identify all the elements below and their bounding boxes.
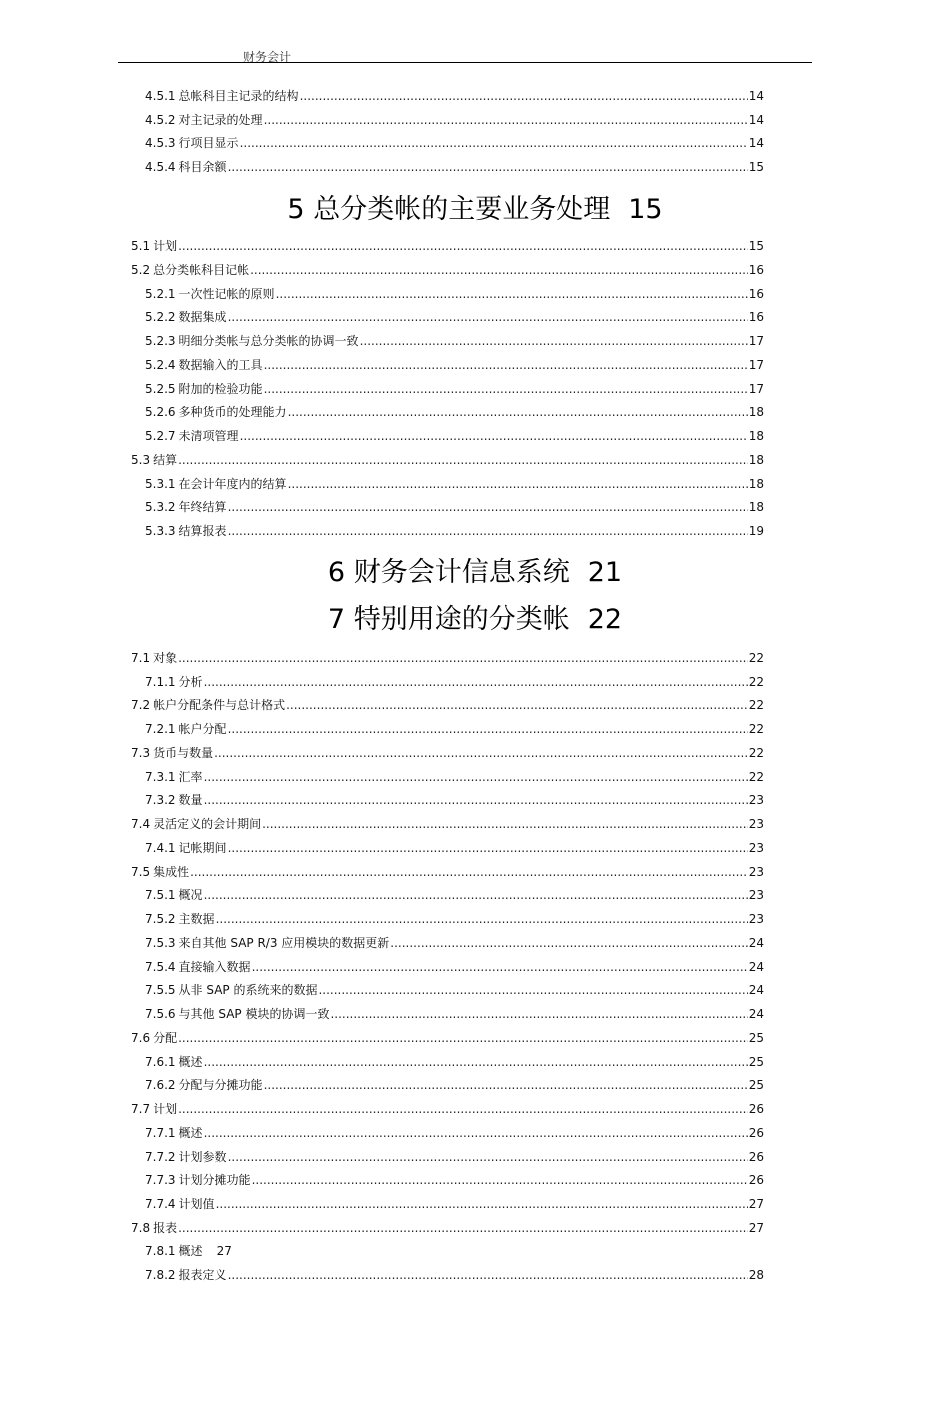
toc-page: 23	[748, 793, 764, 807]
toc-page: 26	[748, 1126, 764, 1140]
toc-number: 7.7.4	[145, 1197, 176, 1211]
toc-title: 记帐期间	[178, 841, 227, 855]
toc-number: 7.7.2	[145, 1150, 176, 1164]
toc-page: 18	[748, 453, 764, 467]
toc-entry-7-7-4[interactable]	[145, 1196, 764, 1212]
toc-title: 科目余额	[178, 160, 227, 174]
toc-leader	[390, 935, 747, 951]
toc-number: 5.2.7	[145, 429, 176, 443]
chapter-number: 5	[287, 194, 305, 225]
toc-leader	[204, 769, 748, 785]
toc-title: 总帐科目主记录的结构	[178, 89, 299, 103]
toc-leader	[204, 792, 748, 808]
toc-entry-7-3-1[interactable]	[145, 769, 764, 785]
toc-title: 分配与分摊功能	[178, 1078, 263, 1092]
toc-page: 26	[748, 1150, 764, 1164]
toc-title: 结算报表	[178, 524, 227, 538]
toc-page: 15	[748, 239, 764, 253]
toc-leader	[240, 135, 748, 151]
toc-leader	[264, 381, 748, 397]
toc-leader	[216, 911, 748, 927]
toc-number: 5.3.1	[145, 477, 176, 491]
toc-number: 7.5.1	[145, 888, 176, 902]
toc-title: 概述	[178, 1055, 203, 1069]
toc-entry-7-2-1[interactable]	[145, 721, 764, 737]
toc-title: 分析	[178, 675, 203, 689]
toc-number: 7.1.1	[145, 675, 176, 689]
toc-leader	[228, 1149, 748, 1165]
toc-entry-7-7-1[interactable]	[145, 1125, 764, 1141]
toc-title: 概况	[178, 888, 203, 902]
toc-entry-7-5[interactable]	[131, 864, 764, 880]
toc-title: 在会计年度内的结算	[178, 477, 287, 491]
toc-leader	[288, 404, 748, 420]
toc-number: 7.5.6	[145, 1007, 176, 1021]
toc-title: 行项目显示	[178, 136, 239, 150]
toc-title: 主数据	[178, 912, 215, 926]
toc-leader	[228, 499, 748, 515]
chapter-title: 财务会计信息系统	[353, 557, 570, 588]
toc-page: 26	[748, 1102, 764, 1116]
toc-leader	[214, 745, 748, 761]
toc-entry-5-2-2[interactable]	[145, 309, 764, 325]
toc-page: 22	[748, 675, 764, 689]
toc-title: 对象	[153, 651, 178, 665]
toc-page: 26	[748, 1173, 764, 1187]
toc-title: 灵活定义的会计期间	[153, 817, 262, 831]
chapter-heading-5[interactable]	[0, 193, 950, 227]
chapter-title: 特别用途的分类帐	[353, 604, 570, 635]
toc-title: 计划分摊功能	[178, 1173, 251, 1187]
toc-number: 5.2.3	[145, 334, 176, 348]
toc-leader	[264, 112, 748, 128]
toc-leader	[318, 982, 747, 998]
toc-title: 对主记录的处理	[178, 113, 263, 127]
toc-title: 数量	[178, 793, 203, 807]
toc-title: 报表	[153, 1221, 178, 1235]
header-rule	[118, 62, 812, 63]
toc-entry-5-2-5[interactable]	[145, 381, 764, 397]
toc-page: 17	[748, 358, 764, 372]
toc-leader	[252, 1172, 748, 1188]
toc-number: 5.1	[131, 239, 151, 253]
toc-title: 计划	[153, 239, 178, 253]
toc-number: 4.5.3	[145, 136, 176, 150]
toc-leader	[204, 674, 748, 690]
toc-entry-7-8-2[interactable]	[145, 1267, 764, 1283]
toc-page: 23	[748, 841, 764, 855]
toc-entry-7-5-5[interactable]	[145, 982, 764, 998]
toc-entry-7-7-2[interactable]	[145, 1149, 764, 1165]
toc-number: 5.3.2	[145, 500, 176, 514]
page-header-title: 财务会计	[243, 50, 292, 64]
toc-page: 17	[748, 382, 764, 396]
toc-number: 5.2.1	[145, 287, 176, 301]
chapter-page: 22	[587, 604, 623, 635]
toc-leader	[330, 1006, 747, 1022]
toc-title: 计划	[153, 1102, 178, 1116]
toc-entry-5-3-3[interactable]	[145, 523, 764, 539]
toc-number: 4.5.1	[145, 89, 176, 103]
toc-leader	[178, 1101, 748, 1117]
toc-number: 7.8	[131, 1221, 151, 1235]
toc-leader	[252, 959, 748, 975]
toc-entry-7-3-2[interactable]	[145, 792, 764, 808]
toc-page: 27	[216, 1244, 232, 1258]
toc-leader	[178, 1220, 748, 1236]
toc-title: 帐户分配条件与总计格式	[153, 698, 286, 712]
toc-page: 25	[748, 1031, 764, 1045]
toc-entry-7-5-1[interactable]	[145, 887, 764, 903]
toc-number: 7.1	[131, 651, 151, 665]
toc-page: 16	[748, 310, 764, 324]
toc-number: 7.6	[131, 1031, 151, 1045]
toc-leader	[204, 1054, 748, 1070]
toc-entry-7-6[interactable]	[131, 1030, 764, 1046]
toc-number: 4.5.4	[145, 160, 176, 174]
toc-leader	[250, 262, 748, 278]
toc-leader	[288, 476, 748, 492]
toc-page: 15	[748, 160, 764, 174]
toc-leader	[264, 1077, 748, 1093]
toc-title: 概述	[178, 1244, 203, 1258]
toc-page: 25	[748, 1055, 764, 1069]
toc-number: 7.6.1	[145, 1055, 176, 1069]
toc-number: 5.2.6	[145, 405, 176, 419]
toc-page: 23	[748, 865, 764, 879]
toc-page: 27	[748, 1221, 764, 1235]
toc-page: 22	[748, 651, 764, 665]
toc-page: 22	[748, 770, 764, 784]
toc-page: 18	[748, 429, 764, 443]
toc-leader	[178, 1030, 748, 1046]
toc-number: 5.3.3	[145, 524, 176, 538]
toc-title: 年终结算	[178, 500, 227, 514]
toc-title: 概述	[178, 1126, 203, 1140]
toc-number: 7.3	[131, 746, 151, 760]
toc-entry-5-2-4[interactable]	[145, 357, 764, 373]
toc-leader	[300, 88, 748, 104]
toc-entry-7-7-3[interactable]	[145, 1172, 764, 1188]
toc-title: 附加的检验功能	[178, 382, 263, 396]
toc-entry-7-5-4[interactable]	[145, 959, 764, 975]
toc-page: 24	[748, 936, 764, 950]
toc-entry-7-4[interactable]	[131, 816, 764, 832]
toc-leader	[360, 333, 748, 349]
toc-page: 22	[748, 722, 764, 736]
toc-entry-4-5-1[interactable]	[145, 88, 764, 104]
toc-leader	[204, 1125, 748, 1141]
chapter-number: 7	[327, 604, 346, 635]
toc-number: 7.7.1	[145, 1126, 176, 1140]
toc-leader	[286, 697, 748, 713]
toc-leader	[228, 1267, 748, 1283]
toc-leader	[178, 238, 748, 254]
toc-number: 7.8.1	[145, 1244, 176, 1258]
toc-number: 7.5.3	[145, 936, 176, 950]
toc-leader	[204, 887, 748, 903]
toc-entry-7-6-2[interactable]	[145, 1077, 764, 1093]
toc-leader	[190, 864, 748, 880]
toc-entry-5-2-3[interactable]	[145, 333, 764, 349]
toc-number: 7.3.2	[145, 793, 176, 807]
toc-entry-4-5-3[interactable]	[145, 135, 764, 151]
toc-title: 汇率	[178, 770, 203, 784]
toc-leader	[240, 428, 748, 444]
toc-number: 7.2	[131, 698, 151, 712]
toc-entry-5-3[interactable]	[131, 452, 764, 468]
toc-leader	[178, 650, 748, 666]
toc-number: 5.2	[131, 263, 151, 277]
toc-title: 一次性记帐的原则	[178, 287, 275, 301]
toc-page: 28	[748, 1268, 764, 1282]
toc-title: 计划值	[178, 1197, 215, 1211]
toc-number: 7.5.5	[145, 983, 176, 997]
toc-title: 未清项管理	[178, 429, 239, 443]
toc-page: 23	[748, 888, 764, 902]
toc-page: 14	[748, 113, 764, 127]
toc-leader	[216, 1196, 748, 1212]
toc-leader	[276, 286, 748, 302]
toc-page: 18	[748, 477, 764, 491]
chapter-heading-7[interactable]	[0, 603, 950, 637]
toc-entry-7-4-1[interactable]	[145, 840, 764, 856]
toc-entry-7-3[interactable]	[131, 745, 764, 761]
toc-leader	[228, 159, 748, 175]
toc-entry-4-5-2[interactable]	[145, 112, 764, 128]
toc-entry-5-3-1[interactable]	[145, 476, 764, 492]
toc-entry-5-2-1[interactable]	[145, 286, 764, 302]
toc-leader	[228, 840, 748, 856]
toc-entry-7-5-6[interactable]	[145, 1006, 764, 1022]
toc-page: 24	[748, 983, 764, 997]
toc-title: 总分类帐科目记帐	[153, 263, 250, 277]
toc-page: 19	[748, 524, 764, 538]
toc-page: 23	[748, 912, 764, 926]
toc-title: 报表定义	[178, 1268, 227, 1282]
toc-page: 17	[748, 334, 764, 348]
toc-entry-5-1[interactable]	[131, 238, 764, 254]
toc-title: 数据集成	[178, 310, 227, 324]
toc-title: 明细分类帐与总分类帐的协调一致	[178, 334, 359, 348]
toc-page: 27	[748, 1197, 764, 1211]
toc-leader	[264, 357, 748, 373]
toc-page: 18	[748, 500, 764, 514]
toc-page: 25	[748, 1078, 764, 1092]
toc-leader	[228, 721, 748, 737]
toc-number: 7.7.3	[145, 1173, 176, 1187]
toc-title: 帐户分配	[178, 722, 227, 736]
toc-page: 24	[748, 1007, 764, 1021]
toc-entry-7-7[interactable]	[131, 1101, 764, 1117]
toc-entry-7-5-3[interactable]	[145, 935, 764, 951]
toc-number: 7.4	[131, 817, 151, 831]
toc-entry-5-3-2[interactable]	[145, 499, 764, 515]
chapter-number: 6	[327, 557, 346, 588]
toc-page: 24	[748, 960, 764, 974]
toc-title: 结算	[153, 453, 178, 467]
toc-entry-4-5-4[interactable]	[145, 159, 764, 175]
toc-leader	[228, 309, 748, 325]
toc-title: 计划参数	[178, 1150, 227, 1164]
toc-title: 货币与数量	[153, 746, 214, 760]
toc-entry-5-2[interactable]	[131, 262, 764, 278]
toc-number: 7.5	[131, 865, 151, 879]
toc-leader	[228, 523, 748, 539]
toc-entry-7-1[interactable]	[131, 650, 764, 666]
toc-leader	[262, 816, 748, 832]
toc-number: 4.5.2	[145, 113, 176, 127]
chapter-title: 总分类帐的主要业务处理	[313, 194, 611, 225]
toc-entry-5-2-7[interactable]	[145, 428, 764, 444]
toc-title: 数据输入的工具	[178, 358, 263, 372]
toc-page: 22	[748, 746, 764, 760]
toc-entry-7-8-1[interactable]	[145, 1243, 764, 1259]
toc-page: 16	[748, 287, 764, 301]
toc-page: 14	[748, 89, 764, 103]
toc-number: 7.5.4	[145, 960, 176, 974]
chapter-page: 15	[628, 194, 663, 225]
toc-number: 7.8.2	[145, 1268, 176, 1282]
toc-page: 22	[748, 698, 764, 712]
toc-entry-5-2-6[interactable]	[145, 404, 764, 420]
chapter-heading-6[interactable]	[0, 556, 950, 590]
toc-entry-7-6-1[interactable]	[145, 1054, 764, 1070]
toc-title: 来自其他 SAP R/3 应用模块的数据更新	[178, 936, 390, 950]
toc-page: 16	[748, 263, 764, 277]
toc-number: 5.2.2	[145, 310, 176, 324]
toc-number: 7.3.1	[145, 770, 176, 784]
toc-title: 多种货币的处理能力	[178, 405, 287, 419]
toc-number: 7.2.1	[145, 722, 176, 736]
toc-entry-7-1-1[interactable]	[145, 674, 764, 690]
toc-page: 23	[748, 817, 764, 831]
toc-entry-7-8[interactable]	[131, 1220, 764, 1236]
toc-entry-7-5-2[interactable]	[145, 911, 764, 927]
toc-number: 7.4.1	[145, 841, 176, 855]
toc-number: 5.2.5	[145, 382, 176, 396]
toc-page: 18	[748, 405, 764, 419]
toc-number: 7.5.2	[145, 912, 176, 926]
toc-title: 集成性	[153, 865, 190, 879]
toc-title: 与其他 SAP 模块的协调一致	[178, 1007, 330, 1021]
toc-page: 14	[748, 136, 764, 150]
toc-number: 5.2.4	[145, 358, 176, 372]
toc-title: 分配	[153, 1031, 178, 1045]
toc-entry-7-2[interactable]	[131, 697, 764, 713]
toc-number: 7.6.2	[145, 1078, 176, 1092]
toc-number: 5.3	[131, 453, 151, 467]
toc-number: 7.7	[131, 1102, 151, 1116]
toc-title: 从非 SAP 的系统来的数据	[178, 983, 318, 997]
toc-leader	[178, 452, 748, 468]
toc-title: 直接输入数据	[178, 960, 251, 974]
chapter-page: 21	[587, 557, 623, 588]
